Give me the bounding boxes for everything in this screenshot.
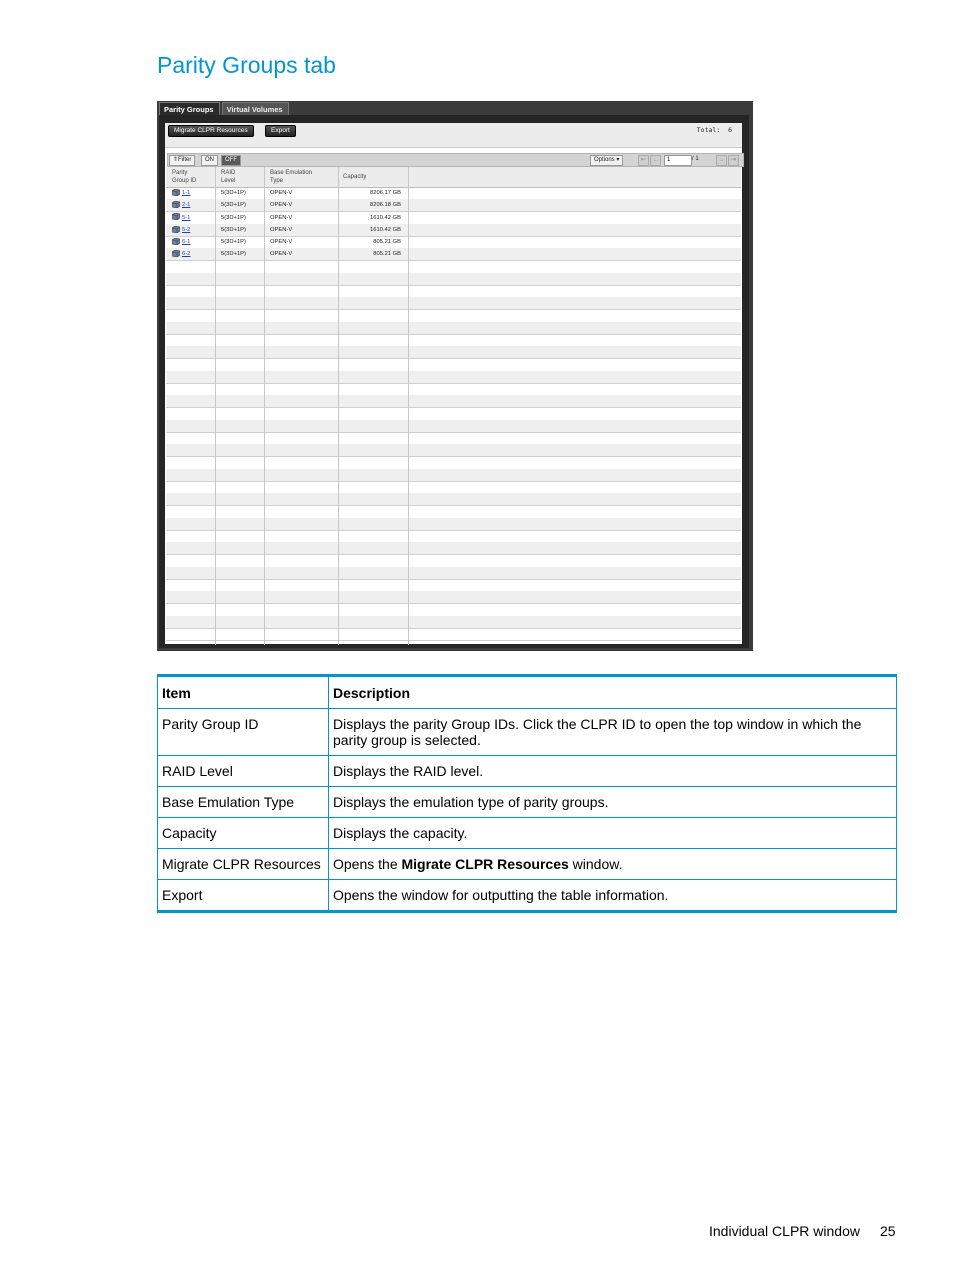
item-cell: Base Emulation Type [158,787,329,818]
page-number-input[interactable]: 1 [664,155,692,166]
table-row [166,395,741,408]
table-row [166,420,741,433]
options-button[interactable] [590,155,623,166]
total-count [697,126,732,134]
grid-header [166,167,741,188]
parity-groups-pane [165,123,742,644]
table-row [166,628,741,641]
column-header-line1: RAID [221,170,236,176]
table-row [158,880,897,912]
parity-group-link[interactable]: 6-1 [182,239,191,245]
description-cell [329,849,897,880]
table-row [166,616,741,629]
capacity-cell: 8206.18 GB [370,202,401,209]
column-divider [264,167,265,645]
parity-group-link[interactable]: 5-2 [182,226,191,233]
parity-group-id-cell [172,199,190,211]
parity-group-link[interactable]: 5-1 [182,214,191,221]
chevron-down-icon: ▾ [616,157,620,163]
filter-off-toggle[interactable]: OFF [221,155,241,166]
table-row [166,346,741,359]
column-divider [215,167,216,645]
header-item: Item [158,676,329,709]
parity-groups-grid [166,167,741,645]
column-divider [338,167,339,645]
table-row [166,481,741,494]
table-row [158,849,897,880]
filter-icon: ⇑ [173,157,179,163]
capacity-cell: 805.21 GB [373,239,401,245]
table-row [166,408,741,421]
parity-groups-screenshot [157,101,753,651]
table-row [158,818,897,849]
raid-level-cell: 5(3D+1P) [221,190,246,196]
table-row [166,604,741,617]
table-row [166,359,741,372]
column-header-line1: Parity [172,170,188,176]
emulation-type-cell: OPEN-V [270,251,293,258]
raid-level-cell: 5(3D+1P) [221,214,246,221]
table-row [166,457,741,470]
description-table [157,674,897,913]
filter-button[interactable] [169,155,195,166]
table-row[interactable] [166,212,741,225]
raid-level-cell: 5(3D+1P) [221,226,246,233]
table-row[interactable] [166,248,741,261]
column-header-line2: Group ID [172,178,197,184]
column-header-line2: Level [221,178,236,184]
page-number: 25 [880,1223,896,1239]
options-label: Options [594,157,615,163]
description-cell: Displays the RAID level. [329,756,897,787]
column-header-base-emulation-type[interactable] [270,169,312,185]
item-cell: Export [158,880,329,912]
item-cell: Capacity [158,818,329,849]
page-total: / 1 [692,156,699,162]
description-bold: Migrate CLPR Resources [401,856,569,872]
toolbar [165,123,742,148]
section-heading: Parity Groups tab [157,52,336,78]
table-row [158,709,897,756]
footer-section: Individual CLPR window [709,1223,860,1239]
parity-group-id-cell [172,236,190,248]
parity-group-icon [172,201,180,208]
capacity-cell: 805.21 GB [373,251,401,258]
description-cell: Displays the emulation type of parity groups. [329,787,897,818]
table-row [166,334,741,347]
emulation-type-cell: OPEN-V [270,239,293,245]
next-page-icon[interactable]: → [716,155,727,166]
column-header-raid-level[interactable] [221,169,235,185]
description-cell: Displays the capacity. [329,818,897,849]
column-header-line2: Type [270,178,284,184]
parity-group-id-cell [172,248,190,260]
raid-level-cell: 5(3D+1P) [221,239,246,245]
table-row [166,261,741,274]
table-row [166,371,741,384]
parity-group-icon [172,189,180,196]
table-row[interactable] [166,236,741,249]
emulation-type-cell: OPEN-V [270,226,293,233]
table-row [166,444,741,457]
item-cell: Parity Group ID [158,709,329,756]
total-label: Total: [696,126,721,134]
item-cell: RAID Level [158,756,329,787]
parity-group-id-cell [172,212,190,224]
previous-page-icon[interactable]: ← [650,155,661,166]
total-value: 6 [728,126,732,134]
table-row [166,567,741,580]
column-header-line1: Base Emulation [270,170,313,176]
parity-group-icon [172,250,180,257]
header-description: Description [329,676,897,709]
parity-group-icon [172,213,180,220]
column-header-parity-group-id[interactable] [172,169,196,185]
table-row[interactable] [166,224,741,237]
capacity-cell: 8206.17 GB [370,190,401,196]
table-row [166,493,741,506]
table-row [166,273,741,286]
capacity-cell: 1610.42 GB [370,226,401,233]
last-page-icon[interactable]: ⇥ [728,155,739,166]
description-cell: Displays the parity Group IDs. Click the CLPR ID to open the top window in which the parity group is selected. [329,709,897,756]
first-page-icon[interactable]: ⇤ [638,155,649,166]
tab-virtual-volumes[interactable]: Virtual Volumes [222,102,289,116]
emulation-type-cell: OPEN-V [270,214,293,221]
table-row [158,756,897,787]
table-row [166,322,741,335]
table-row [166,555,741,568]
parity-group-link[interactable]: 6-2 [182,251,191,258]
tab-panel [159,115,749,648]
table-row[interactable] [166,187,741,200]
raid-level-cell: 5(3D+1P) [221,202,246,209]
table-row [166,469,741,482]
parity-group-icon [172,238,180,245]
filter-label: Filter [178,157,192,163]
filter-on-toggle[interactable]: ON [201,155,218,166]
table-row[interactable] [166,199,741,212]
column-header-capacity[interactable]: Capacity [343,174,367,180]
emulation-type-cell: OPEN-V [270,202,293,209]
table-row [166,518,741,531]
tab-bar [159,102,289,115]
column-divider [408,167,409,645]
item-cell: Migrate CLPR Resources [158,849,329,880]
table-row [166,506,741,519]
capacity-cell: 1610.42 GB [370,214,401,221]
filter-bar [167,153,744,167]
table-row [166,297,741,310]
description-cell: Opens the window for outputting the table information. [329,880,897,912]
table-header-row [158,676,897,709]
table-row [166,591,741,604]
tab-parity-groups[interactable]: Parity Groups [159,102,220,116]
parity-group-link[interactable]: 1-1 [182,190,191,196]
export-button[interactable]: Export [265,125,296,137]
parity-group-id-cell [172,224,190,236]
raid-level-cell: 5(3D+1P) [221,251,246,258]
table-row [166,285,741,298]
description-text: window. [568,856,623,872]
table-row [158,787,897,818]
table-row [166,530,741,543]
table-row [166,579,741,592]
table-row [166,383,741,396]
description-text: Opens the [333,856,402,872]
parity-group-id-cell [172,187,190,199]
table-row [166,542,741,555]
parity-group-icon [172,226,180,233]
emulation-type-cell: OPEN-V [270,190,293,196]
table-row [166,310,741,323]
parity-group-link[interactable]: 2-1 [182,202,191,209]
migrate-clpr-resources-button[interactable]: Migrate CLPR Resources [168,125,254,137]
table-row [166,432,741,445]
